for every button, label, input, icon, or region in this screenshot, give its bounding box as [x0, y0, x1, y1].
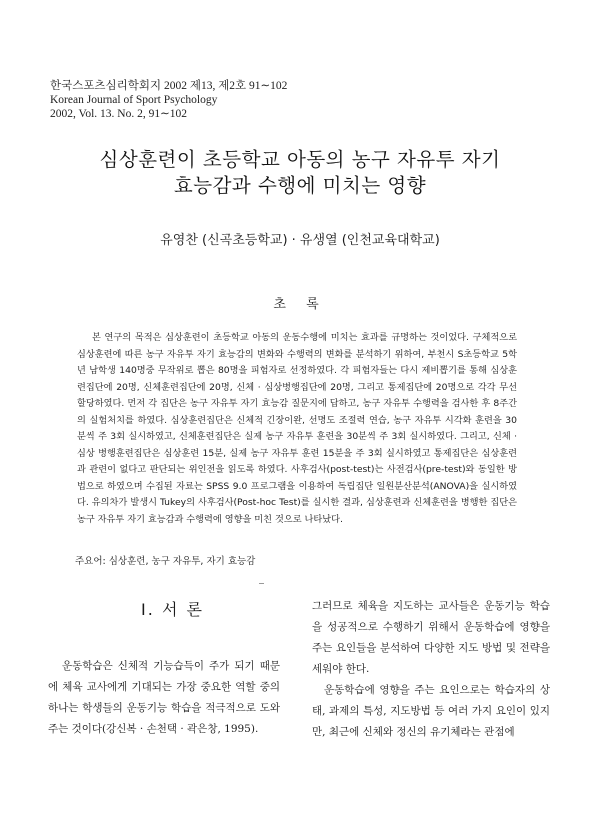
divider-mark — [259, 583, 264, 584]
paper-title — [0, 147, 600, 199]
body-column-left: 운동학습은 신체적 기능습득이 주가 되기 때문에 체육 교사에게 기대되는 가장 중요한 역할 중의 하나는 학생들의 운동기능 학습을 적극적으로 도와주는 것이다(강신복 · 손천택 · 곽은창, 1995). — [48, 660, 280, 735]
body-paragraph: 그러므로 체육을 지도하는 교사들은 운동기능 학습을 성공적으로 수행하기 위해서 운동학습에 영향을 주는 요인들을 분석하여 다양한 지도 방법 및 전략을 세워야 한다. — [312, 600, 550, 675]
body-paragraph: 운동학습에 영향을 주는 요인으로는 학습자의 상태, 과제의 특성, 지도방법 등 여러 가지 요인이 있지만, 최근에 신체와 정신의 유기체라는 관점에 — [312, 684, 550, 738]
abstract-body: 본 연구의 목적은 심상훈련이 초등학교 아동의 운동수행에 미치는 효과를 규명하는 것이었다. 구체적으로 심상훈련에 따른 농구 자유투 자기 효능감의 변화와 수행력의 변화를 분석하기 위하여, 부천시 S초등학교 5학년 남학생 140명중 무작위로 뽑은 80명을 피험자로 선정하였다. 각 피험자들는 다시 제비뽑기를 통해 심상훈련집단에 20명, 신체훈련집단에 20명, 신체 · 심상병행집단에 20명, 그리고 통제집단에 20명으로 각각 무선 할당하였다. 먼저 각 집단은 농구 자유투 자기 효능감 질문지에 답하고, 농구 자유투 수행력을 검사한 후 8주간의 실험처치를 하였다. 심상훈련집단은 신체적 긴장이완, 선명도 조절력 연습, 농구 자유투 시각화 훈련을 30분씩 주 3회 실시하였고, 신체훈련집단은 실제 농구 자유투 훈련을 30분씩 주 3회 실시하였다. 그리고, 신체 · 심상 병행훈련집단은 심상훈련 15분, 실제 농구 자유투 훈련 15분을 주 3회 실시하였고 통제집단은 심상훈련과 관련이 없다고 판단되는 위인전을 읽도록 하였다. 사후검사(post-test)는 사전검사(pre-test)와 동일한 방법으로 하였으며 수집된 자료는 SPSS 9.0 프로그램을 이용하여 독립집단 일원분산분석(ANOVA)을 실시하였다. 유의차가 발생시 Tukey의 사후검사(Post-hoc Test)를 실시한 결과, 심상훈련과 신체훈련을 병행한 집단은 농구 자유투 자기 효능감과 수행력에 영향을 미친 것으로 나타났다. — [77, 332, 517, 525]
journal-volume-info: 2002, Vol. 13. No. 2, 91∼102 — [50, 108, 188, 120]
title-line-2: 효능감과 수행에 미치는 영향 — [173, 174, 427, 197]
keywords: 주요어: 심상훈련, 농구 자유투, 자기 효능감 — [75, 556, 256, 567]
title-line-1: 심상훈련이 초등학교 아동의 농구 자유투 자기 — [99, 148, 501, 171]
author-list: 유영찬 (신곡초등학교) · 유생열 (인천교육대학교) — [160, 233, 440, 248]
section-heading-introduction: Ⅰ. 서 론 — [141, 600, 204, 619]
journal-citation-korean: 한국스포츠심리학회지 2002 제13, 제2호 91∼102 — [50, 80, 288, 92]
journal-name-english: Korean Journal of Sport Psychology — [50, 94, 218, 106]
journal-header — [50, 79, 287, 121]
body-column-right — [312, 596, 550, 743]
abstract-heading: 초 록 — [273, 297, 327, 312]
